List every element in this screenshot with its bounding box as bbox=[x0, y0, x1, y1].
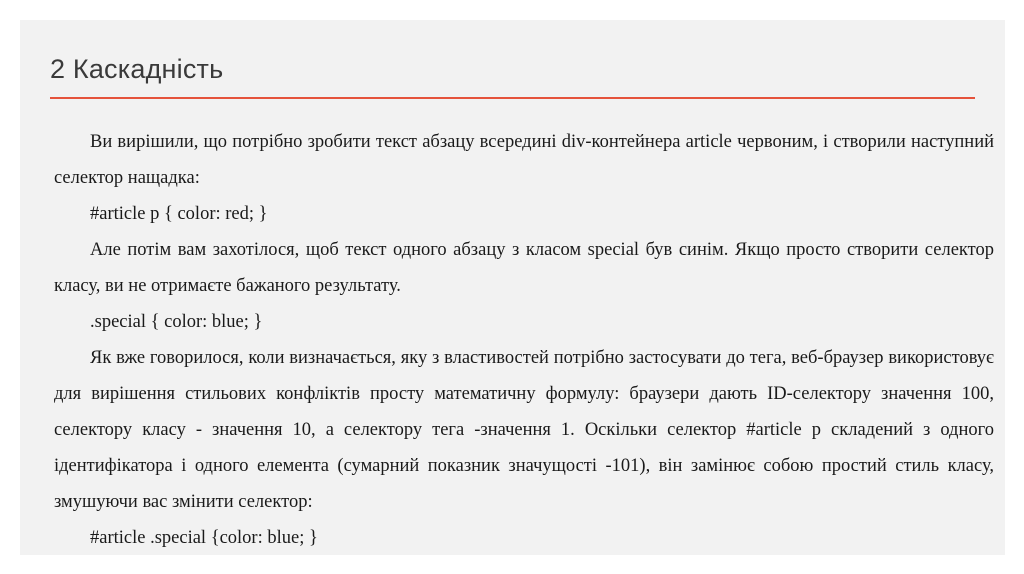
code-descendant-selector: #article p { color: red; } bbox=[90, 204, 268, 224]
code-fixed-selector: #article .special {color: blue; } bbox=[90, 528, 318, 548]
paragraph-specificity: Як вже говорилося, коли визначається, яку з властивостей потрібно застосувати до тега, веб-браузер використовує для вирішення стильових конфліктів просту математичну формулу: браузери дають ID-селектору значення 100, селектору класу - значення 10, а селектору тега -значення 1. Оскільки селектор #article p складений з одного ідентифікатора і одного елемента (сумарний показник значущості -101), він замінює собою простий стиль класу, змушуючи вас змінити селектор: bbox=[54, 348, 994, 512]
slide bbox=[20, 20, 1005, 555]
paragraph-intro: Ви вирішили, що потрібно зробити текст абзацу всередині div-контейнера article червоним, і створили наступний селектор нащадка: bbox=[54, 132, 994, 188]
slide-body bbox=[54, 124, 994, 555]
slide-title: 2 Каскадність bbox=[50, 54, 224, 84]
code-class-selector: .special { color: blue; } bbox=[90, 312, 263, 332]
paragraph-class-problem: Але потім вам захотілося, щоб текст одного абзацу з класом special був синім. Якщо просто створити селектор класу, ви не отримаєте бажаного результату. bbox=[54, 240, 994, 296]
title-divider bbox=[50, 97, 975, 99]
